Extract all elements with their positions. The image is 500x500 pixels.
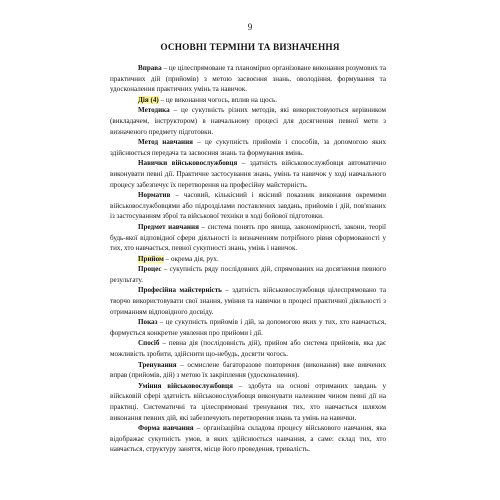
definition-text: – певна дія (послідовність дій), прийом або система прийомів, яка дає можливість зробити, здійснити що-небудь, досягти чогось. bbox=[110, 339, 386, 359]
definition-navychky bbox=[110, 158, 386, 190]
definition-text: – часовий, кількісний і якісний показник виконання окремими військовослужбовцями або підрозділами поставлених завдань, прийомів і дій, пов'язаних із застосуванням зброї та військової техніки в ході бойової підготовки. bbox=[110, 191, 386, 221]
definition-text: – сукупність ряду послідовних дій, спрямованих на досягнення певного результату. bbox=[110, 265, 386, 284]
definition-profesiina-maisternist bbox=[110, 285, 386, 317]
page-title: ОСНОВНІ ТЕРМІНИ ТА ВИЗНАЧЕННЯ bbox=[160, 43, 340, 53]
definition-vprava bbox=[110, 63, 386, 95]
definition-text: – здобута на основі отриманих завдань у військовій сфері здатність військовослужбовця виконувати належним чином певні дії на практиці. Систематичні та цілеспрямовані тренування тих, хто навчається шляхом виконання певних дій, які забезпечують перетворення знань та умінь на навички. bbox=[110, 381, 387, 422]
definition-normatyv bbox=[110, 190, 386, 222]
definition-text: – це сукупність прийомів і дій, за допомогою яких у тих, хто навчається, формується конкретне уявлення про прийоми і дії. bbox=[110, 318, 386, 337]
term: Норматив bbox=[138, 191, 171, 200]
definition-metod-navchannia bbox=[110, 137, 386, 158]
definition-pokaz bbox=[110, 317, 386, 338]
definition-pryiom bbox=[110, 254, 386, 265]
term: Спосіб bbox=[138, 339, 160, 348]
term: Форма навчання bbox=[138, 424, 194, 433]
definition-text: – здатність військовослужбовця цілеспрямовано та творчо використовувати свої знання, уміння та навички в процесі практичної діяльності з отриманням відповідного досвіду. bbox=[110, 286, 386, 316]
definition-diia bbox=[110, 95, 386, 106]
definition-protses bbox=[110, 264, 386, 285]
page-number: 9 bbox=[247, 22, 253, 32]
term: Предмет навчання bbox=[138, 222, 199, 231]
term: Прийом bbox=[138, 254, 164, 263]
term: Професійна майстерність bbox=[138, 286, 222, 295]
definitions-list bbox=[110, 63, 386, 455]
definition-predmet-navchannia bbox=[110, 222, 386, 254]
definition-metodyka bbox=[110, 105, 386, 137]
term: Тренування bbox=[138, 360, 177, 369]
definition-text: – організаційна складова процесу військового навчання, яка відображає сукупність умов, в яких здійснюється навчання, а саме: склад тих, хто навчається, структуру заняття, місце його проведення, тривалість. bbox=[110, 424, 386, 454]
definition-uminnia bbox=[110, 381, 386, 423]
term: Показ bbox=[138, 318, 158, 327]
term: Процес bbox=[138, 265, 162, 274]
term: Уміння військовослужбовця bbox=[138, 381, 233, 390]
definition-text: – окрема дія, рух. bbox=[163, 254, 219, 263]
term: Навички військовослужбовця bbox=[138, 159, 238, 168]
definition-text: – осмислене багаторазове повторення (виконання) вже вивчених вправ (прийомів, дій) з метою їх закріплення (удосконалення). bbox=[110, 360, 386, 380]
definition-sposib bbox=[110, 338, 386, 359]
definition-text: – це виконання чогось, вплив на щось. bbox=[158, 95, 278, 104]
definition-text: – це сукупність різних методів, які використовуються керівником (викладачем, інструктором) в навчальному процесі для досягнення певної мети з визначеного предмету підготовки. bbox=[110, 106, 386, 136]
definition-forma-navchannia bbox=[110, 423, 386, 455]
definition-text: – здатність військовослужбовця автоматично виконувати певні дії. Практичне застосування знань, умінь та навичок у ході навчального процесу забезпечує їх перетворення на професійну майстерність. bbox=[110, 159, 386, 189]
definition-text: – це сукупність прийомів і способів, за допомогою яких здійснюється передача та засвоєння знань та формування вмінь. bbox=[110, 138, 386, 157]
term: Методика bbox=[138, 106, 170, 115]
definition-text: – це цілеспрямоване та планомірно організоване виконання розумових та практичних дій (прийомів) з метою засвоєння знань, оволодіння, формування та удосконалення практичних умінь та навичок. bbox=[110, 64, 386, 94]
term: Дія (4) bbox=[138, 95, 159, 104]
term: Метод навчання bbox=[138, 138, 194, 147]
term: Вправа bbox=[138, 64, 162, 72]
definition-trenuvannia bbox=[110, 360, 386, 381]
definition-text: – система понять про явища, закономірності, закони, теорії будь-якої відповідної сфери діяльності із визначенням потрібного рівня сформованості у тих, хто навчається, певної сукупності знань, умінь і навичок. bbox=[110, 222, 386, 253]
